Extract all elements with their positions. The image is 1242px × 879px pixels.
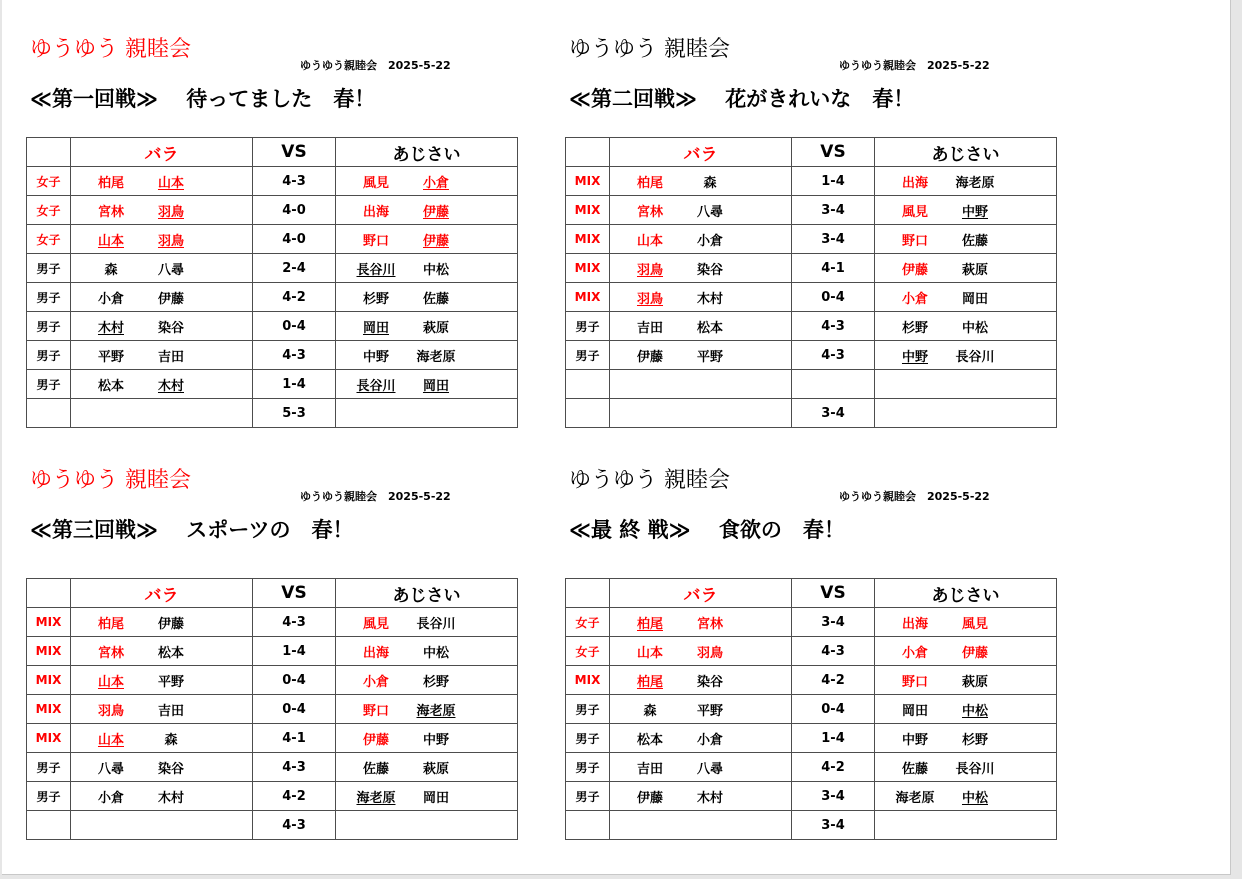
player-b2: 中松 bbox=[422, 262, 449, 278]
player-a1: 山本 bbox=[636, 233, 663, 249]
player-b2: 小倉 bbox=[422, 175, 449, 191]
match-category: 男子 bbox=[566, 695, 610, 724]
results-table bbox=[26, 137, 518, 428]
match-category: MIX bbox=[566, 196, 610, 225]
results-table bbox=[26, 578, 518, 840]
match-score: 3-4 bbox=[792, 196, 875, 225]
vs-label: VS bbox=[792, 138, 875, 167]
player-b2: 海老原 bbox=[416, 349, 456, 365]
results-table bbox=[565, 578, 1057, 840]
match-score: 4-3 bbox=[253, 167, 336, 196]
player-a1: 八尋 bbox=[97, 761, 124, 777]
player-b2: 海老原 bbox=[955, 175, 995, 191]
player-b1: 出海 bbox=[901, 175, 928, 191]
player-b2: 中松 bbox=[961, 320, 988, 336]
match-category: 男子 bbox=[27, 782, 71, 811]
match-score: 4-1 bbox=[792, 254, 875, 283]
player-a2: 八尋 bbox=[696, 204, 723, 220]
match-score: 4-0 bbox=[253, 225, 336, 254]
match-section-1 bbox=[26, 37, 546, 437]
player-a1: 森 bbox=[643, 703, 657, 719]
match-score: 0-4 bbox=[253, 666, 336, 695]
table-header-row bbox=[566, 138, 1057, 167]
player-b1: 海老原 bbox=[895, 790, 935, 806]
player-b1: 野口 bbox=[362, 233, 389, 249]
total-score: 3-4 bbox=[792, 811, 875, 840]
vs-label: VS bbox=[253, 579, 336, 608]
match-score: 0-4 bbox=[792, 695, 875, 724]
player-b1: 佐藤 bbox=[901, 761, 928, 777]
team-b-name: あじさい bbox=[875, 579, 1057, 608]
player-a2: 平野 bbox=[696, 703, 723, 719]
player-a1: 伊藤 bbox=[636, 790, 663, 806]
match-row bbox=[27, 225, 518, 254]
match-category: 男子 bbox=[566, 312, 610, 341]
team-b-name: あじさい bbox=[336, 138, 518, 167]
player-a1: 平野 bbox=[97, 349, 124, 365]
player-a2: 松本 bbox=[696, 320, 723, 336]
match-score: 4-3 bbox=[253, 608, 336, 637]
match-category: 男子 bbox=[27, 341, 71, 370]
match-score: 4-2 bbox=[792, 666, 875, 695]
player-a1: 柏尾 bbox=[636, 175, 663, 191]
match-score: 4-1 bbox=[253, 724, 336, 753]
player-b2: 佐藤 bbox=[422, 291, 449, 307]
match-category: MIX bbox=[27, 637, 71, 666]
player-a2: 伊藤 bbox=[157, 616, 184, 632]
match-row bbox=[27, 370, 518, 399]
match-score: 4-2 bbox=[253, 782, 336, 811]
player-a2: 染谷 bbox=[696, 674, 723, 690]
player-b1: 小倉 bbox=[901, 645, 928, 661]
match-row bbox=[27, 637, 518, 666]
player-a2: 染谷 bbox=[157, 761, 184, 777]
player-b1: 出海 bbox=[901, 616, 928, 632]
match-category: MIX bbox=[566, 254, 610, 283]
player-b1: 杉野 bbox=[901, 320, 928, 336]
event-date-label: ゆうゆう親睦会 2025-5-22 bbox=[839, 490, 990, 503]
player-a1: 松本 bbox=[636, 732, 663, 748]
team-b-name: あじさい bbox=[875, 138, 1057, 167]
total-row bbox=[566, 811, 1057, 840]
match-row bbox=[27, 753, 518, 782]
player-a1: 山本 bbox=[97, 732, 124, 748]
player-a1: 吉田 bbox=[636, 320, 663, 336]
match-category: 男子 bbox=[27, 753, 71, 782]
player-b2: 中野 bbox=[961, 204, 988, 220]
match-score: 0-4 bbox=[253, 312, 336, 341]
header-blank bbox=[566, 138, 610, 167]
table-header-row bbox=[27, 138, 518, 167]
empty-row bbox=[566, 370, 1057, 399]
player-a1: 木村 bbox=[97, 320, 124, 336]
player-b1: 出海 bbox=[362, 645, 389, 661]
player-b2: 中松 bbox=[961, 703, 988, 719]
match-category: MIX bbox=[566, 167, 610, 196]
player-b1: 野口 bbox=[901, 674, 928, 690]
header-blank bbox=[566, 579, 610, 608]
match-category: 男子 bbox=[566, 341, 610, 370]
header-blank bbox=[27, 579, 71, 608]
match-category: MIX bbox=[27, 724, 71, 753]
player-a2: 羽鳥 bbox=[157, 233, 184, 249]
player-b1: 野口 bbox=[362, 703, 389, 719]
player-a1: 山本 bbox=[97, 233, 124, 249]
club-title: ゆうゆう 親睦会 bbox=[30, 37, 191, 62]
player-b1: 風見 bbox=[362, 175, 389, 191]
total-score: 4-3 bbox=[253, 811, 336, 840]
total-score: 5-3 bbox=[253, 399, 336, 428]
player-a1: 柏尾 bbox=[636, 674, 663, 690]
table-header-row bbox=[566, 579, 1057, 608]
player-b2: 中野 bbox=[422, 732, 449, 748]
match-score: 4-3 bbox=[253, 753, 336, 782]
player-a1: 柏尾 bbox=[97, 616, 124, 632]
player-a2: 平野 bbox=[696, 349, 723, 365]
player-a2: 木村 bbox=[157, 378, 184, 394]
match-score: 3-4 bbox=[792, 608, 875, 637]
player-a1: 宮林 bbox=[97, 645, 124, 661]
player-b1: 杉野 bbox=[362, 291, 389, 307]
match-row bbox=[566, 283, 1057, 312]
player-a1: 松本 bbox=[97, 378, 124, 394]
player-a1: 柏尾 bbox=[97, 175, 124, 191]
match-section-2 bbox=[565, 37, 1085, 437]
match-section-3 bbox=[26, 468, 546, 868]
player-a2: 木村 bbox=[696, 291, 723, 307]
player-b1: 岡田 bbox=[901, 703, 928, 719]
player-a1: 吉田 bbox=[636, 761, 663, 777]
player-a1: 宮林 bbox=[97, 204, 124, 220]
player-b1: 小倉 bbox=[362, 674, 389, 690]
player-b2: 岡田 bbox=[422, 378, 449, 394]
player-b1: 中野 bbox=[901, 732, 928, 748]
match-category: 男子 bbox=[27, 283, 71, 312]
player-a2: 木村 bbox=[157, 790, 184, 806]
player-a1: 羽鳥 bbox=[636, 262, 663, 278]
team-a-name: バラ bbox=[71, 579, 253, 608]
match-row bbox=[27, 312, 518, 341]
player-b1: 風見 bbox=[901, 204, 928, 220]
match-category: 男子 bbox=[566, 753, 610, 782]
player-b1: 風見 bbox=[362, 616, 389, 632]
match-row bbox=[566, 695, 1057, 724]
round-heading: ≪最 終 戦≫ 食欲の 春！ bbox=[569, 518, 845, 542]
match-row bbox=[566, 782, 1057, 811]
match-row bbox=[27, 724, 518, 753]
club-title: ゆうゆう 親睦会 bbox=[569, 37, 730, 62]
match-score: 4-3 bbox=[792, 637, 875, 666]
player-b2: 佐藤 bbox=[961, 233, 988, 249]
team-b-name: あじさい bbox=[336, 579, 518, 608]
match-score: 4-3 bbox=[792, 312, 875, 341]
match-score: 4-2 bbox=[792, 753, 875, 782]
player-a2: 小倉 bbox=[696, 233, 723, 249]
event-date-label: ゆうゆう親睦会 2025-5-22 bbox=[300, 59, 451, 72]
player-b2: 伊藤 bbox=[422, 204, 449, 220]
player-a2: 木村 bbox=[696, 790, 723, 806]
player-b2: 長谷川 bbox=[955, 761, 995, 777]
match-row bbox=[27, 254, 518, 283]
document-page bbox=[2, 0, 1231, 875]
match-category: 女子 bbox=[566, 608, 610, 637]
player-a1: 森 bbox=[104, 262, 118, 278]
player-b2: 萩原 bbox=[422, 761, 449, 777]
match-category: 男子 bbox=[27, 254, 71, 283]
match-row bbox=[566, 608, 1057, 637]
player-a2: 小倉 bbox=[696, 732, 723, 748]
player-b2: 萩原 bbox=[961, 674, 988, 690]
match-score: 4-3 bbox=[792, 341, 875, 370]
player-b2: 岡田 bbox=[961, 291, 988, 307]
player-a1: 伊藤 bbox=[636, 349, 663, 365]
club-title: ゆうゆう 親睦会 bbox=[569, 468, 730, 493]
player-b1: 佐藤 bbox=[362, 761, 389, 777]
team-a-name: バラ bbox=[610, 579, 792, 608]
match-category: 女子 bbox=[27, 196, 71, 225]
match-row bbox=[566, 167, 1057, 196]
match-row bbox=[566, 254, 1057, 283]
match-score: 4-3 bbox=[253, 341, 336, 370]
match-row bbox=[27, 196, 518, 225]
match-row bbox=[27, 782, 518, 811]
player-a2: 森 bbox=[164, 732, 178, 748]
match-row bbox=[27, 283, 518, 312]
player-a2: 宮林 bbox=[696, 616, 723, 632]
player-b1: 岡田 bbox=[362, 320, 389, 336]
match-score: 2-4 bbox=[253, 254, 336, 283]
match-score: 1-4 bbox=[253, 637, 336, 666]
match-score: 0-4 bbox=[792, 283, 875, 312]
match-score: 0-4 bbox=[253, 695, 336, 724]
total-row bbox=[27, 399, 518, 428]
player-a1: 宮林 bbox=[636, 204, 663, 220]
player-b2: 伊藤 bbox=[422, 233, 449, 249]
round-heading: ≪第一回戦≫ 待ってました 春！ bbox=[30, 87, 376, 111]
player-b1: 長谷川 bbox=[356, 262, 396, 278]
match-category: 女子 bbox=[27, 167, 71, 196]
event-date-label: ゆうゆう親睦会 2025-5-22 bbox=[300, 490, 451, 503]
player-b2: 海老原 bbox=[416, 703, 456, 719]
player-a2: 吉田 bbox=[157, 703, 184, 719]
player-a2: 染谷 bbox=[157, 320, 184, 336]
match-row bbox=[566, 196, 1057, 225]
match-row bbox=[566, 724, 1057, 753]
player-a2: 平野 bbox=[157, 674, 184, 690]
match-score: 1-4 bbox=[792, 724, 875, 753]
match-row bbox=[27, 341, 518, 370]
player-b2: 萩原 bbox=[422, 320, 449, 336]
match-row bbox=[27, 167, 518, 196]
player-a2: 山本 bbox=[157, 175, 184, 191]
vs-label: VS bbox=[792, 579, 875, 608]
round-heading: ≪第二回戦≫ 花がきれいな 春！ bbox=[569, 87, 915, 111]
player-b2: 長谷川 bbox=[416, 616, 456, 632]
player-a2: 八尋 bbox=[157, 262, 184, 278]
player-a1: 羽鳥 bbox=[97, 703, 124, 719]
total-row bbox=[27, 811, 518, 840]
player-a2: 伊藤 bbox=[157, 291, 184, 307]
player-a2: 森 bbox=[703, 175, 717, 191]
player-b2: 杉野 bbox=[422, 674, 449, 690]
player-a1: 小倉 bbox=[97, 291, 124, 307]
match-category: 男子 bbox=[27, 312, 71, 341]
round-heading: ≪第三回戦≫ スポーツの 春！ bbox=[30, 518, 354, 542]
total-row bbox=[566, 399, 1057, 428]
player-b2: 長谷川 bbox=[955, 349, 995, 365]
total-score: 3-4 bbox=[792, 399, 875, 428]
match-row bbox=[566, 666, 1057, 695]
match-category: MIX bbox=[27, 695, 71, 724]
header-blank bbox=[27, 138, 71, 167]
player-b2: 杉野 bbox=[961, 732, 988, 748]
table-header-row bbox=[27, 579, 518, 608]
player-a2: 染谷 bbox=[696, 262, 723, 278]
player-b2: 風見 bbox=[961, 616, 988, 632]
team-a-name: バラ bbox=[71, 138, 253, 167]
match-row bbox=[566, 753, 1057, 782]
club-title: ゆうゆう 親睦会 bbox=[30, 468, 191, 493]
match-category: MIX bbox=[27, 608, 71, 637]
match-score: 3-4 bbox=[792, 225, 875, 254]
event-date-label: ゆうゆう親睦会 2025-5-22 bbox=[839, 59, 990, 72]
match-section-4 bbox=[565, 468, 1085, 868]
player-b2: 中松 bbox=[961, 790, 988, 806]
player-a2: 羽鳥 bbox=[157, 204, 184, 220]
match-score: 4-0 bbox=[253, 196, 336, 225]
player-b1: 出海 bbox=[362, 204, 389, 220]
match-category: MIX bbox=[566, 283, 610, 312]
player-b1: 中野 bbox=[901, 349, 928, 365]
results-table bbox=[565, 137, 1057, 428]
match-category: MIX bbox=[566, 225, 610, 254]
match-score: 1-4 bbox=[253, 370, 336, 399]
match-category: 男子 bbox=[566, 724, 610, 753]
player-a2: 八尋 bbox=[696, 761, 723, 777]
match-row bbox=[566, 225, 1057, 254]
player-a1: 小倉 bbox=[97, 790, 124, 806]
match-category: MIX bbox=[27, 666, 71, 695]
match-score: 3-4 bbox=[792, 782, 875, 811]
player-b2: 伊藤 bbox=[961, 645, 988, 661]
player-a2: 松本 bbox=[157, 645, 184, 661]
player-b1: 野口 bbox=[901, 233, 928, 249]
player-b1: 伊藤 bbox=[901, 262, 928, 278]
match-row bbox=[566, 341, 1057, 370]
player-b1: 中野 bbox=[362, 349, 389, 365]
match-row bbox=[566, 312, 1057, 341]
match-category: 女子 bbox=[27, 225, 71, 254]
player-a1: 柏尾 bbox=[636, 616, 663, 632]
match-row bbox=[27, 666, 518, 695]
player-b1: 伊藤 bbox=[362, 732, 389, 748]
player-a1: 山本 bbox=[636, 645, 663, 661]
player-b1: 海老原 bbox=[356, 790, 396, 806]
team-a-name: バラ bbox=[610, 138, 792, 167]
player-a1: 羽鳥 bbox=[636, 291, 663, 307]
match-score: 4-2 bbox=[253, 283, 336, 312]
match-category: MIX bbox=[566, 666, 610, 695]
player-b1: 長谷川 bbox=[356, 378, 396, 394]
player-a1: 山本 bbox=[97, 674, 124, 690]
player-b1: 小倉 bbox=[901, 291, 928, 307]
player-a2: 羽鳥 bbox=[696, 645, 723, 661]
match-row bbox=[566, 637, 1057, 666]
match-category: 男子 bbox=[566, 782, 610, 811]
vs-label: VS bbox=[253, 138, 336, 167]
player-b2: 萩原 bbox=[961, 262, 988, 278]
match-category: 女子 bbox=[566, 637, 610, 666]
match-score: 1-4 bbox=[792, 167, 875, 196]
match-category: 男子 bbox=[27, 370, 71, 399]
player-a2: 吉田 bbox=[157, 349, 184, 365]
match-row bbox=[27, 608, 518, 637]
player-b2: 岡田 bbox=[422, 790, 449, 806]
player-b2: 中松 bbox=[422, 645, 449, 661]
match-row bbox=[27, 695, 518, 724]
